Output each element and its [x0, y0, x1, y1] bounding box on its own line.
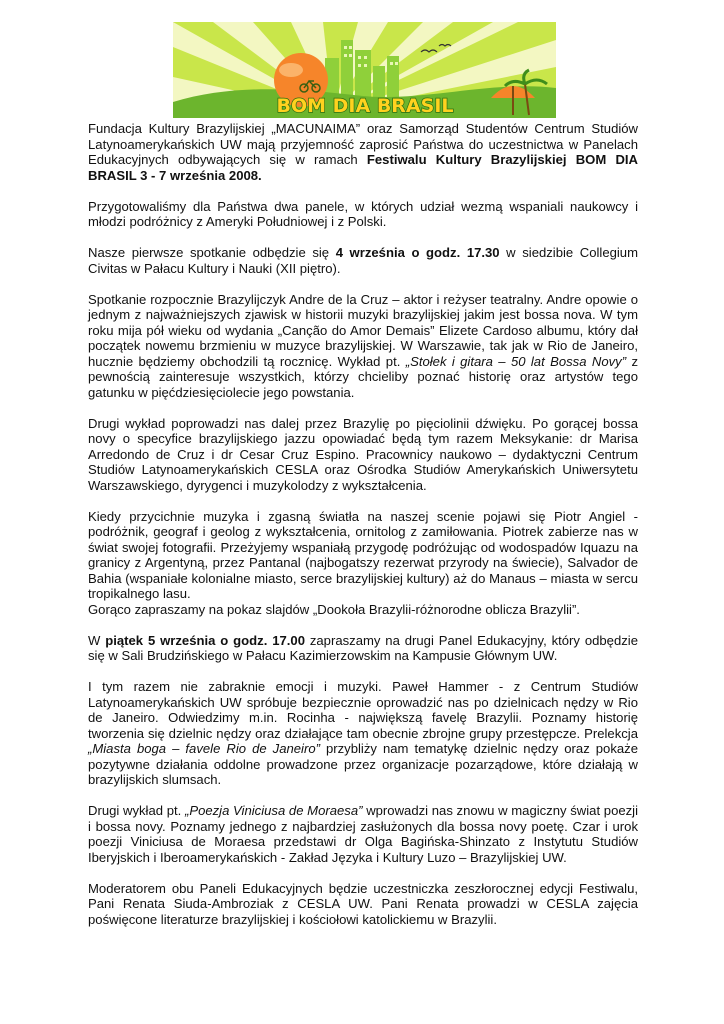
logo-text: BOM DIA BRASIL [276, 95, 454, 117]
paragraph-slideshow: Kiedy przycichnie muzyka i zgasną światła na naszej scenie pojawi się Piotr Angiel - podróżnik, geograf i geolog z wykształcenia, ornitolog z zamiłowania. Piotrek zabierze nas w świat swojej fotografii. Przeżyjemy wspaniałą przygodę podróżując od wodospadów Iquazu na granicy z Argentyną, przez Pantanal (najbogatszy rezerwat przyrody na świecie), Salvador de Bahia (wspaniałe kolonialne miasto, serce brazylijskiej kultury) aż do Manaus – miasta w sercu tropikalnego lasu. Gorąco zapraszamy na pokaz slajdów „Dookoła Brazylii-różnorodne oblicza Brazylii”. [88, 508, 638, 617]
paragraph-intro: Fundacja Kultury Brazylijskiej „MACUNAIMA” oraz Samorząd Studentów Centrum Studiów Latynoamerykańskich UW mają przyjemność zaprosić Państwa do uczestnictwa w Panelach Edukacyjnych odbywających się w ramach Festiwalu Kultury Brazylijskiej BOM DIA BRASIL 3 - 7 września 2008. [88, 121, 639, 183]
paragraph-bossa-nova: Spotkanie rozpocznie Brazylijczyk Andre de la Cruz – aktor i reżyser teatralny. Andre opowie o jednym z najważniejszych zjawisk w historii muzyki brazylijskiej jakim jest bossa nova. W tym roku mija pół wieku od wydania „Canção do Amor Demais” Elizete Cardoso albumu, który dał początek nowemu brzmieniu w muzyce brazylijskiej. W Warszawie, tak jak w Rio de Janeiro, hucznie będziemy obchodzili tą rocznicę. Wykład pt. „Stołek i gitara – 50 lat Bossa Novy” z pewnością zainteresuje wszystkich, którzy chcieliby poznać historię oraz artystów tego gatunku w pięćdziesięciolecie jego powstania. [88, 291, 638, 400]
paragraph-panels: Przygotowaliśmy dla Państwa dwa panele, w których udział wezmą wspaniali naukowcy i młodzi podróżnicy z Ameryki Południowej i z Polski. [88, 198, 638, 229]
paragraph-jazz: Drugi wykład poprowadzi nas dalej przez Brazylię po pięciolinii dźwięku. Po gorącej bossa novy o specyfice brazylijskiego jazzu opowiadać będą tym razem Meksykanie: dr Marisa Arredondo de Cruz i dr Cesar Cruz Espino. Pracownicy naukowo – dydaktyczni Centrum Studiów Latynoamerykańskich CESLA oraz Ośrodka Studiów Amerykańskich Uniwersytetu Warszawskiego, dyrygenci i muzykolodzy z wykształcenia. [88, 415, 638, 493]
document-body [88, 121, 638, 943]
sun-highlight [279, 63, 303, 77]
paragraph-first-meeting: Nasze pierwsze spotkanie odbędzie się 4 września o godz. 17.30 w siedzibie Collegium Civitas w Pałacu Kultury i Nauki (XII piętro). [88, 245, 638, 276]
paragraph-favelas: I tym razem nie zabraknie emocji i muzyki. Paweł Hammer - z Centrum Studiów Latynoamerykańskich UW spróbuje bezpiecznie oprowadzić nas po dzielnicach nędzy w Rio de Janeiro. Odwiedzimy m.in. Rocinha - największą favelę Brazylii. Poznamy historię tworzenia się dzielnic nędzy oraz działające tam obecnie zbrojne grupy przestępcze. Prelekcja „Miasta boga – favele Rio de Janeiro” przybliży nam tematykę dzielnic nędzy oraz pokaże pozytywne działania oddolne prowadzone przez organizacje pozarządowe, które działają w brazylijskich slumsach. [88, 679, 638, 787]
paragraph-poetry: Drugi wykład pt. „Poezja Viniciusa de Moraesa” wprowadzi nas znowu w magiczny świat poezji i bossa novy. Poznamy jednego z najbardziej zasłużonych dla bossa novy poetę. Czar i urok poezji Viniciusa de Moraesa przedstawi dr Olga Bagińska-Shinzato z Instytutu Studiów Iberyjskich i Iberoamerykańskich - Zakład Języka i Kultury Luzo – Brazylijskiej UW. [88, 803, 638, 865]
paragraph-moderator: Moderatorem obu Paneli Edukacyjnych będzie uczestniczka zeszłorocznej edycji Festiwalu, Pani Renata Siuda-Ambroziak z CESLA UW. Pani Renata prowadzi w CESLA zajęcia poświęcone literaturze brazylijskiej i kościołowi katolickiemu w Brazylii. [88, 880, 638, 927]
bom-dia-brasil-logo [173, 22, 556, 118]
paragraph-second-panel: W piątek 5 września o godz. 17.00 zapraszamy na drugi Panel Edukacyjny, który odbędzie się w Sali Brudzińskiego w Pałacu Kazimierzowskim na Kampusie Głównym UW. [88, 632, 638, 663]
